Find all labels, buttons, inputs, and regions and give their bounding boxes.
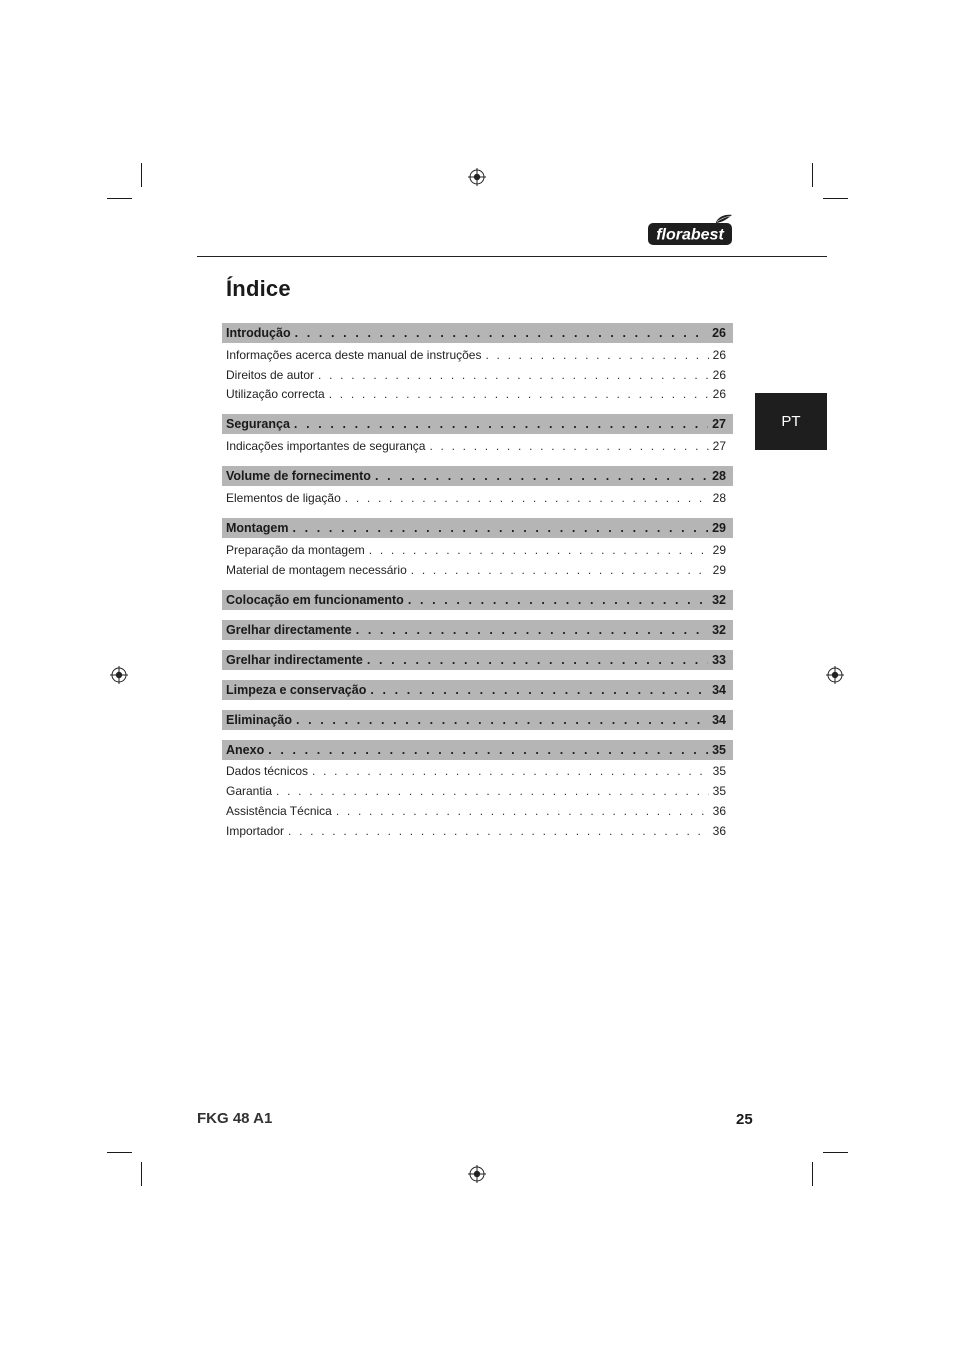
toc-page-number: 26 — [712, 347, 726, 362]
dot-leader — [329, 387, 709, 401]
toc-entry — [222, 436, 733, 456]
toc-section — [222, 710, 733, 730]
toc-entry — [222, 801, 733, 821]
crop-mark — [107, 1152, 132, 1153]
toc-page-number: 36 — [712, 823, 726, 838]
toc-section-header — [222, 590, 733, 610]
toc-section-header — [222, 710, 733, 730]
crop-mark — [823, 198, 848, 199]
toc-section-title: Montagem — [226, 520, 289, 535]
florabest-logo — [646, 213, 734, 247]
toc-section — [222, 590, 733, 610]
dot-leader — [336, 804, 709, 818]
svg-text:florabest: florabest — [656, 226, 724, 244]
dot-leader — [293, 521, 709, 535]
toc-page-number: 29 — [712, 520, 726, 535]
dot-leader — [312, 764, 709, 778]
toc-section-header — [222, 466, 733, 486]
toc-section-title: Segurança — [226, 417, 290, 432]
toc-section-header — [222, 323, 733, 343]
toc-section-title: Anexo — [226, 742, 265, 757]
toc-page-number: 35 — [712, 764, 726, 779]
toc-entry — [222, 762, 733, 782]
toc-section — [222, 620, 733, 640]
toc-section — [222, 466, 733, 508]
footer-page-number: 25 — [736, 1111, 753, 1128]
toc-section — [222, 323, 733, 404]
toc-section-title: Volume de fornecimento — [226, 469, 371, 484]
crop-mark — [812, 163, 813, 187]
registration-mark-icon — [468, 1165, 486, 1183]
toc-section-title: Grelhar directamente — [226, 622, 352, 637]
toc-section — [222, 650, 733, 670]
dot-leader — [429, 439, 708, 453]
page-title: Índice — [226, 276, 291, 301]
toc-entry — [222, 345, 733, 365]
toc-page-number: 29 — [712, 562, 726, 577]
language-tab-label: PT — [781, 413, 801, 430]
crop-mark — [823, 1152, 848, 1153]
footer-model-number: FKG 48 A1 — [197, 1110, 273, 1127]
toc-section-header — [222, 680, 733, 700]
toc-section-title: Eliminação — [226, 712, 292, 727]
toc-section — [222, 518, 733, 580]
toc-entry-title: Dados técnicos — [226, 764, 309, 779]
toc-entry — [222, 821, 733, 841]
toc-entry — [222, 540, 733, 560]
dot-leader — [375, 469, 708, 483]
crop-mark — [141, 1162, 142, 1186]
crop-mark — [812, 1162, 813, 1186]
dot-leader — [369, 543, 709, 557]
toc-entry-title: Preparação da montagem — [226, 542, 365, 557]
toc-entry-title: Indicações importantes de segurança — [226, 439, 426, 454]
toc-entry-title: Assistência Técnica — [226, 804, 332, 819]
dot-leader — [411, 563, 709, 577]
toc-entry-title: Informações acerca deste manual de instruções — [226, 347, 482, 362]
dot-leader — [268, 743, 708, 757]
toc-entry-title: Importador — [226, 823, 285, 838]
toc-entry — [222, 365, 733, 385]
toc-page-number: 33 — [712, 652, 726, 667]
toc-section-title: Limpeza e conservação — [226, 682, 367, 697]
toc-entry-title: Direitos de autor — [226, 367, 315, 382]
toc-section-header — [222, 518, 733, 538]
toc-section — [222, 414, 733, 456]
toc-page-number: 36 — [712, 804, 726, 819]
toc-entry-title: Garantia — [226, 784, 273, 799]
dot-leader — [318, 368, 709, 382]
dot-leader — [295, 326, 709, 340]
toc-page-number: 28 — [712, 469, 726, 484]
toc-page-number: 26 — [712, 326, 726, 340]
language-tab — [755, 393, 827, 450]
dot-leader — [408, 593, 708, 607]
toc-page-number: 27 — [712, 417, 726, 432]
toc-entry — [222, 560, 733, 580]
registration-mark-icon — [826, 666, 844, 684]
toc-page-number: 34 — [712, 712, 726, 727]
registration-mark-icon — [110, 666, 128, 684]
registration-mark-icon — [468, 168, 486, 186]
dot-leader — [356, 623, 708, 637]
table-of-contents — [222, 323, 733, 841]
dot-leader — [276, 784, 709, 798]
header-rule — [197, 256, 827, 257]
dot-leader — [367, 653, 708, 667]
toc-entry-title: Material de montagem necessário — [226, 562, 407, 577]
toc-page-number: 29 — [712, 542, 726, 557]
toc-page-number: 35 — [712, 784, 726, 799]
toc-page-number: 32 — [712, 592, 726, 607]
dot-leader — [345, 491, 709, 505]
toc-section-header — [222, 620, 733, 640]
crop-mark — [141, 163, 142, 187]
toc-section-header — [222, 650, 733, 670]
toc-page-number: 26 — [712, 387, 726, 402]
toc-page-number: 28 — [712, 491, 726, 506]
dot-leader — [370, 683, 708, 697]
toc-entry — [222, 488, 733, 508]
toc-entry — [222, 781, 733, 801]
toc-entry-title: Utilização correcta — [226, 387, 325, 402]
toc-section-title: Introdução — [226, 326, 291, 340]
toc-section — [222, 740, 733, 841]
dot-leader — [485, 348, 708, 362]
toc-section-title: Grelhar indirectamente — [226, 652, 363, 667]
toc-section — [222, 680, 733, 700]
toc-section-title: Colocação em funcionamento — [226, 592, 404, 607]
toc-entry — [222, 385, 733, 405]
toc-entry-title: Elementos de ligação — [226, 491, 341, 506]
toc-page-number: 27 — [712, 439, 726, 454]
crop-mark — [107, 198, 132, 199]
toc-page-number: 32 — [712, 622, 726, 637]
toc-page-number: 34 — [712, 682, 726, 697]
dot-leader — [288, 824, 709, 838]
toc-page-number: 26 — [712, 367, 726, 382]
toc-section-header — [222, 414, 733, 434]
toc-section-header — [222, 740, 733, 760]
dot-leader — [294, 417, 708, 431]
dot-leader — [296, 713, 708, 727]
toc-page-number: 35 — [712, 742, 726, 757]
